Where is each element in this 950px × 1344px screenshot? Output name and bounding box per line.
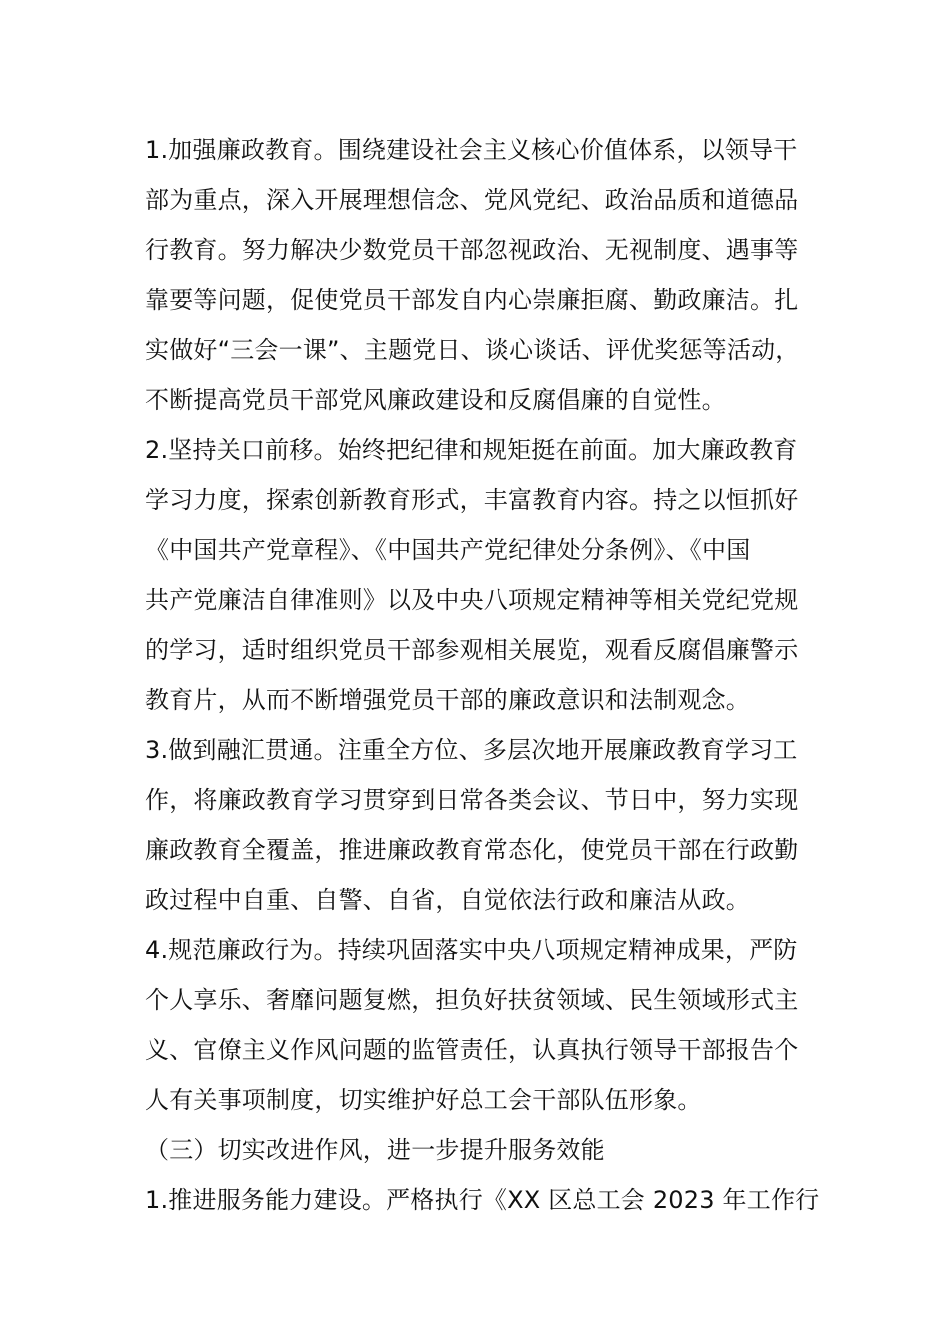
text-line-15: 廉政教育全覆盖，推进廉政教育常态化，使党员干部在行政勤 bbox=[145, 836, 799, 864]
text-line-17: 4.规范廉政行为。持续巩固落实中央八项规定精神成果，严防 bbox=[145, 936, 798, 964]
text-line-20: 人有关事项制度，切实维护好总工会干部队伍形象。 bbox=[145, 1086, 702, 1114]
text-line-13: 3.做到融汇贯通。注重全方位、多层次地开展廉政教育学习工 bbox=[145, 736, 798, 764]
text-line-2: 部为重点，深入开展理想信念、党风党纪、政治品质和道德品 bbox=[145, 186, 799, 214]
text-line-18: 个人享乐、奢靡问题复燃，担负好扶贫领域、民生领域形式主 bbox=[145, 986, 799, 1014]
text-line-11: 的学习，适时组织党员干部参观相关展览，观看反腐倡廉警示 bbox=[145, 636, 799, 664]
text-line-6: 不断提高党员干部党风廉政建设和反腐倡廉的自觉性。 bbox=[145, 386, 726, 414]
text-line-12: 教育片，从而不断增强党员干部的廉政意识和法制观念。 bbox=[145, 686, 750, 714]
text-line-19: 义、官僚主义作风问题的监管责任，认真执行领导干部报告个 bbox=[145, 1036, 799, 1064]
text-line-3: 行教育。努力解决少数党员干部忽视政治、无视制度、遇事等 bbox=[145, 236, 799, 264]
text-line-1: 1.加强廉政教育。围绕建设社会主义核心价值体系，以领导干 bbox=[145, 136, 798, 164]
text-line-4: 靠要等问题，促使党员干部发自内心崇廉拒腐、勤政廉洁。扎 bbox=[145, 286, 799, 314]
text-line-7: 2.坚持关口前移。始终把纪律和规矩挺在前面。加大廉政教育 bbox=[145, 436, 798, 464]
text-line-22: 1.推进服务能力建设。严格执行《XX 区总工会 2023 年工作行 bbox=[145, 1186, 820, 1214]
text-line-5: 实做好“三会一课”、主题党日、谈心谈话、评优奖惩等活动， bbox=[145, 336, 800, 364]
text-line-9: 《中国共产党章程》、《中国共产党纪律处分条例》、《中国 bbox=[145, 536, 751, 564]
text-line-8: 学习力度，探索创新教育形式，丰富教育内容。持之以恒抓好 bbox=[145, 486, 799, 514]
text-line-10: 共产党廉洁自律准则》以及中央八项规定精神等相关党纪党规 bbox=[145, 586, 799, 614]
section-heading: （三）切实改进作风，进一步提升服务效能 bbox=[145, 1136, 605, 1164]
text-line-14: 作，将廉政教育学习贯穿到日常各类会议、节日中，努力实现 bbox=[145, 786, 799, 814]
text-line-16: 政过程中自重、自警、自省，自觉依法行政和廉洁从政。 bbox=[145, 886, 750, 914]
